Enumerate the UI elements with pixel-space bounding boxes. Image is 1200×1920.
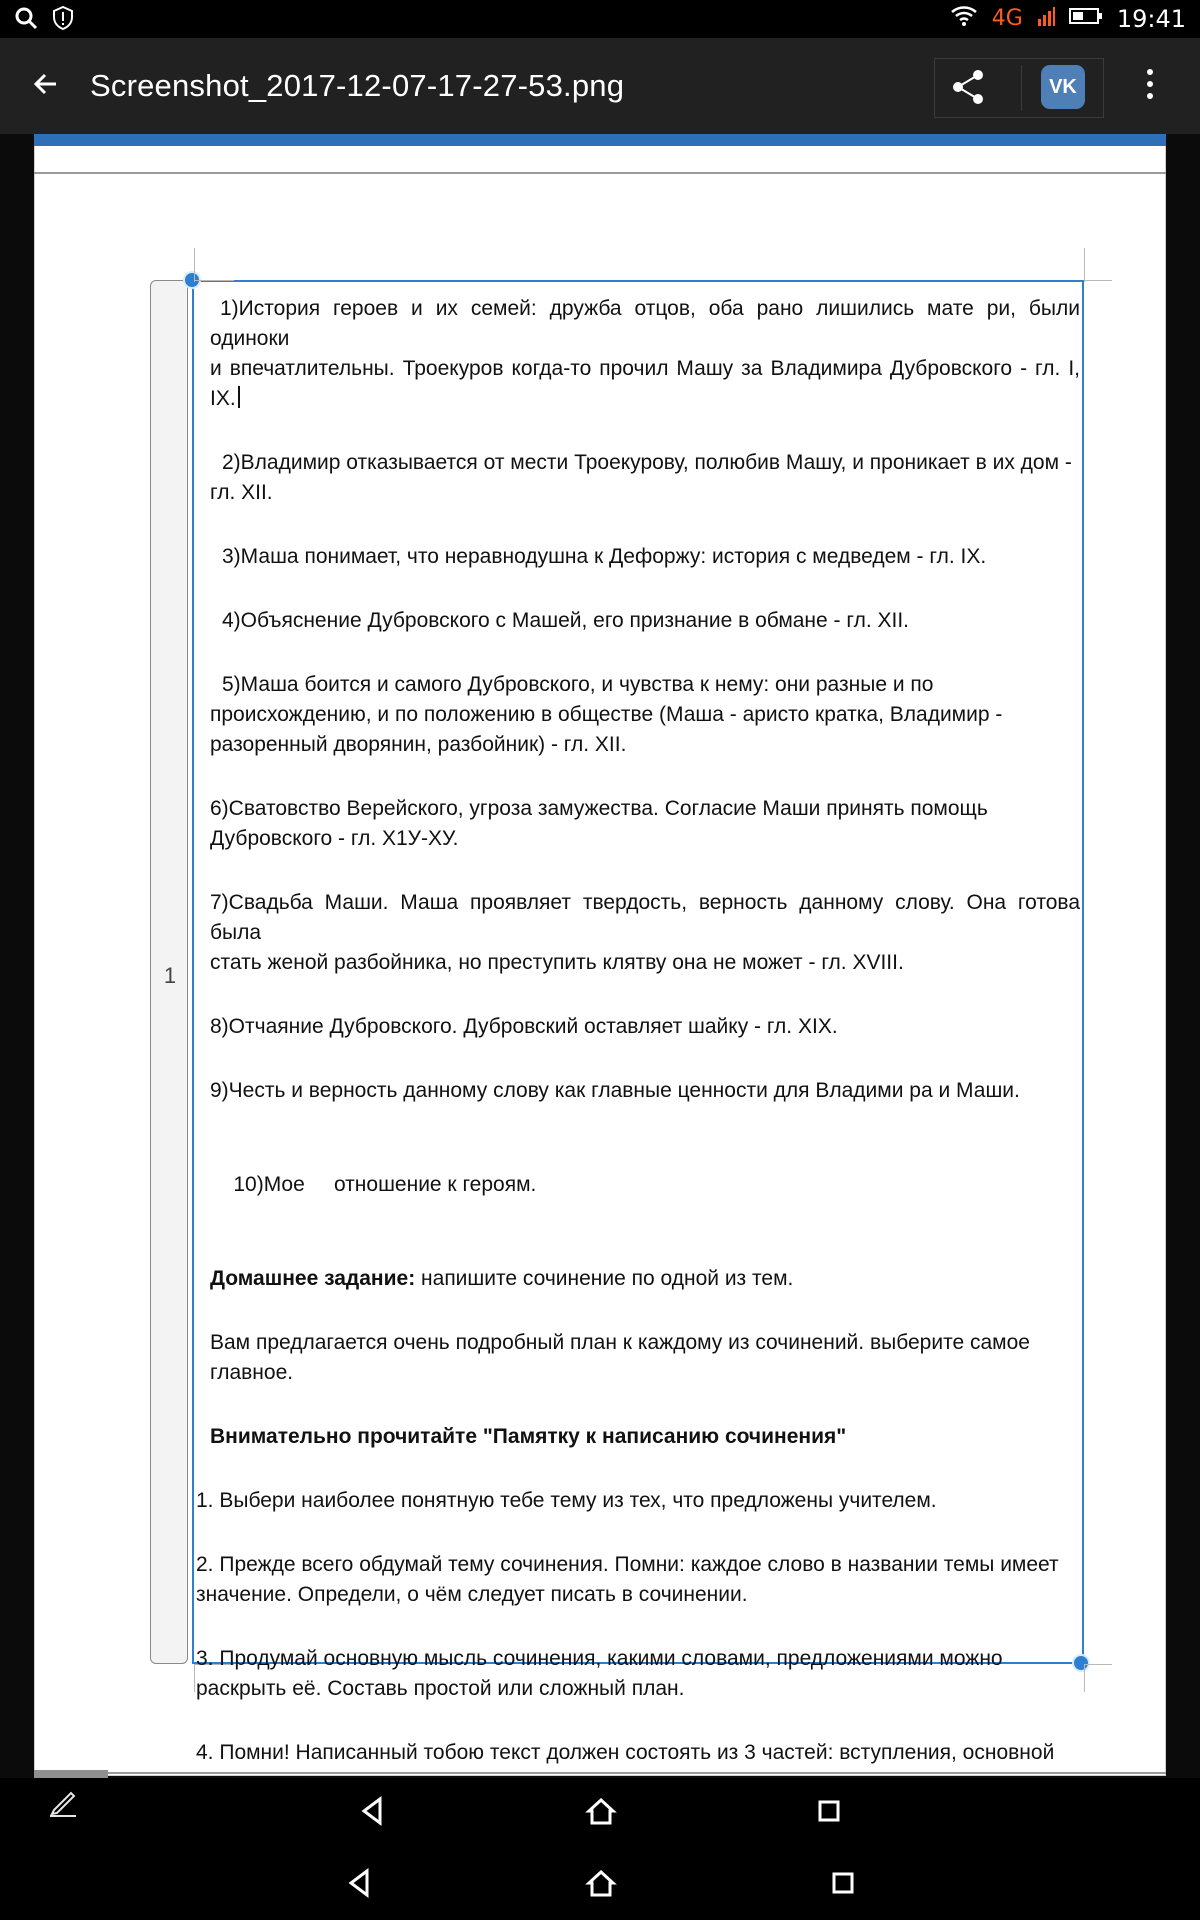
paragraph-1 xyxy=(210,294,1080,414)
homework-paragraph xyxy=(210,1264,1080,1294)
pencil-icon xyxy=(46,1805,80,1822)
system-triangle-back-icon xyxy=(343,1867,375,1904)
square-recents-icon xyxy=(814,1796,844,1831)
paragraph-9 xyxy=(210,1076,1080,1106)
paragraph-4-line-1: 4)Объяснение Дубровского с Машей, его признание в обмане - гл. XII. xyxy=(222,609,910,632)
triangle-back-icon xyxy=(356,1795,388,1832)
crop-guide-bottom-right xyxy=(1084,1664,1085,1692)
status-left-icons xyxy=(14,6,74,35)
crop-guide-top-right xyxy=(1084,248,1085,282)
paragraph-5-line-2: происхождению, и по положению в обществе (Маша - аристо кратка, Владимир - xyxy=(210,703,1003,726)
memo-title-text: Внимательно прочитайте "Памятку к написанию сочинения" xyxy=(210,1425,847,1448)
memo-item-3-line-1: 3. Продумай основную мысль сочинения, какими словами, предложениями можно xyxy=(196,1647,1003,1670)
battery-icon xyxy=(1069,6,1103,31)
document-top-line xyxy=(34,172,1166,174)
paragraph-5-line-1: 5)Маша боится и самого Дубровского, и чувства к нему: они разные и по xyxy=(222,673,934,696)
system-home-outline-icon xyxy=(585,1867,617,1904)
paragraph-3 xyxy=(210,542,1080,572)
document-text[interactable] xyxy=(196,294,1080,1798)
paragraph-2-line-1: 2)Владимир отказывается от мести Троекурову, полюбив Машу, и проникает в их дом - xyxy=(222,451,1072,474)
memo-item-4-line-1: 4. Помни! Написанный тобою текст должен состоять из 3 частей: вступления, основной xyxy=(196,1741,1055,1764)
plan-line-1: Вам предлагается очень подробный план к каждому из сочинений. выберите самое xyxy=(210,1331,1030,1354)
paragraph-2-line-2: гл. XII. xyxy=(210,481,273,504)
paragraph-5 xyxy=(210,670,1080,760)
memo-item-2-line-1: 2. Прежде всего обдумай тему сочинения. Помни: каждое слово в названии темы имеет xyxy=(196,1553,1059,1576)
edit-button[interactable] xyxy=(46,1784,80,1818)
file-title: Screenshot_2017-12-07-17-27-53.png xyxy=(90,68,625,103)
memo-item-3-line-2: раскрыть её. Составь простой или сложный план. xyxy=(196,1677,685,1700)
paragraph-8 xyxy=(210,1012,1080,1042)
paragraph-2 xyxy=(210,448,1080,508)
inner-recents-nav-button[interactable] xyxy=(808,1792,850,1834)
home-outline-icon xyxy=(585,1795,617,1832)
overflow-menu-button[interactable] xyxy=(1130,66,1170,106)
inner-home-nav-button[interactable] xyxy=(580,1792,622,1834)
system-back-nav-button[interactable] xyxy=(338,1864,380,1906)
back-button[interactable] xyxy=(22,62,70,110)
paragraph-10-line-1: 10)Мое отношение к героям. xyxy=(233,1173,537,1196)
action-separator xyxy=(1021,65,1022,111)
crop-guide-top-left xyxy=(194,248,195,282)
shield-alert-icon xyxy=(52,6,74,35)
homework-label: Домашнее задание: xyxy=(210,1267,416,1290)
plan-paragraph xyxy=(210,1328,1080,1388)
text-cursor xyxy=(238,386,240,408)
search-icon xyxy=(14,6,38,35)
status-right-icons xyxy=(950,4,1186,33)
inner-back-nav-button[interactable] xyxy=(351,1792,393,1834)
paragraph-5-line-3: разоренный дворянин, разбойник) - гл. XII. xyxy=(210,733,627,756)
page-number-rail xyxy=(150,280,188,1664)
vk-logo-icon: VK xyxy=(1049,75,1077,98)
paragraph-6-line-2: Дубровского - гл. Х1У-ХУ. xyxy=(210,827,459,850)
crop-guide-top-right-h xyxy=(1084,280,1112,281)
paragraph-4 xyxy=(210,606,1080,636)
status-bar xyxy=(0,0,1200,38)
system-square-recents-icon xyxy=(828,1868,858,1903)
network-type: 4G xyxy=(991,6,1023,31)
crop-guide-bottom-left xyxy=(194,1664,195,1692)
more-vertical-icon xyxy=(1146,68,1154,105)
wifi-icon xyxy=(950,4,978,33)
memo-item-1-line-1: 1. Выбери наиболее понятную тебе тему из тех, что предложены учителем. xyxy=(196,1489,937,1512)
paragraph-1-line-2: и впечатлительны. Троекуров когда-то прочил Машу за Владимира Дубровского - гл. I, IX. xyxy=(210,357,1080,410)
share-icon xyxy=(948,67,988,112)
memo-item-1 xyxy=(196,1486,1080,1516)
paragraph-1-line-1: 1)История героев и их семей: дружба отцов, оба рано лишились мате ри, были одиноки xyxy=(210,297,1080,350)
paragraph-9-line-1: 9)Честь и верность данному слову как главные ценности для Владими ра и Маши. xyxy=(210,1079,1020,1102)
share-button[interactable] xyxy=(945,66,991,112)
app-bar xyxy=(0,38,1200,134)
clock: 19:41 xyxy=(1116,4,1186,33)
system-home-nav-button[interactable] xyxy=(580,1864,622,1906)
page-number: 1 xyxy=(163,963,177,988)
back-arrow-icon xyxy=(32,70,60,103)
memo-item-2-line-2: значение. Определи, о чём следует писать в сочинении. xyxy=(196,1583,748,1606)
memo-item-3 xyxy=(196,1644,1080,1704)
memo-item-2 xyxy=(196,1550,1080,1610)
paragraph-10 xyxy=(210,1140,1080,1230)
plan-line-2: главное. xyxy=(210,1361,294,1384)
memo-title xyxy=(210,1422,1080,1452)
crop-guide-top-left-h xyxy=(194,280,234,281)
system-recents-nav-button[interactable] xyxy=(822,1864,864,1906)
signal-icon xyxy=(1037,5,1055,32)
vk-share-button[interactable] xyxy=(1041,65,1085,109)
paragraph-7-line-2: стать женой разбойника, но преступить клятву она не может - гл. XVIII. xyxy=(210,951,904,974)
paragraph-3-line-1: 3)Маша понимает, что неравнодушна к Дефоржу: история с медведем - гл. IX. xyxy=(222,545,987,568)
paragraph-7 xyxy=(210,888,1080,978)
paragraph-7-line-1: 7)Свадьба Маши. Маша проявляет твердость, верность данному слову. Она готова была xyxy=(210,891,1080,944)
homework-text: напишите сочинение по одной из тем. xyxy=(415,1267,794,1290)
document-top-strip xyxy=(34,134,1166,146)
crop-guide-bottom-right-h xyxy=(1084,1664,1112,1665)
paragraph-6-line-1: 6)Сватовство Верейского, угроза замужества. Согласие Маши принять помощь xyxy=(210,797,988,820)
paragraph-6 xyxy=(210,794,1080,854)
action-group xyxy=(934,58,1104,118)
paragraph-8-line-1: 8)Отчаяние Дубровского. Дубровский оставляет шайку - гл. XIX. xyxy=(210,1015,838,1038)
